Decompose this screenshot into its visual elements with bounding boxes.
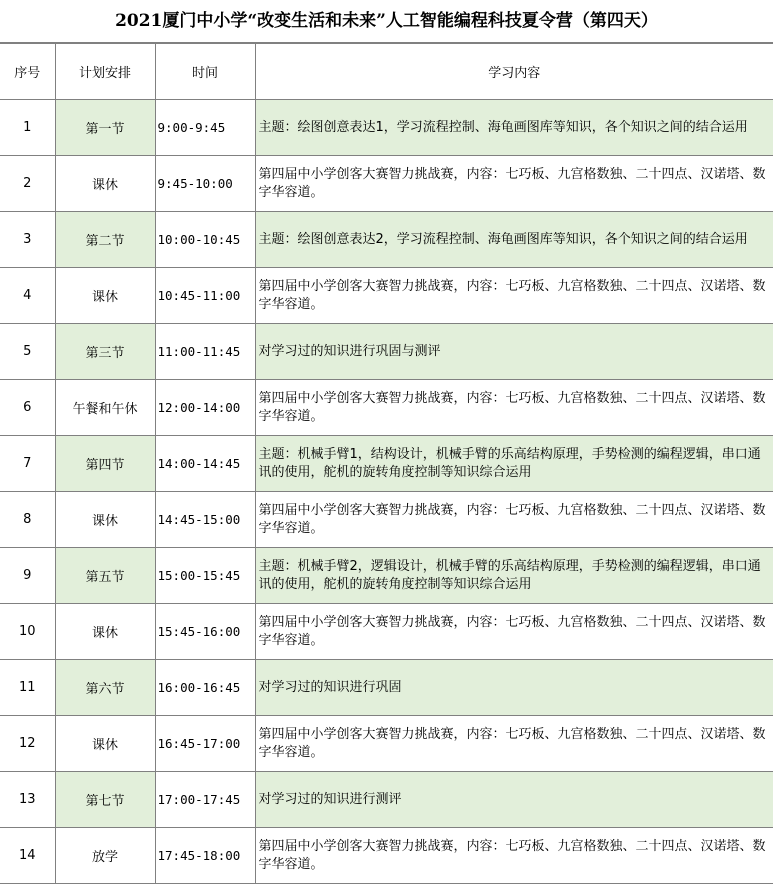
row-plan: 课休 [55, 492, 155, 548]
table-row [0, 772, 773, 828]
row-plan: 第二节 [55, 212, 155, 268]
row-index: 2 [0, 156, 55, 212]
table-row [0, 100, 773, 156]
row-index: 1 [0, 100, 55, 156]
row-time: 15:00-15:45 [155, 548, 255, 604]
row-index: 5 [0, 324, 55, 380]
table-row [0, 212, 773, 268]
table-row [0, 548, 773, 604]
page-title: 2021厦门中小学“改变生活和未来”人工智能编程科技夏令营（第四天） [0, 0, 773, 43]
row-index: 14 [0, 828, 55, 884]
row-index: 3 [0, 212, 55, 268]
row-content: 第四届中小学创客大赛智力挑战赛，内容：七巧板、九宫格数独、二十四点、汉诺塔、数字华容道。 [255, 492, 773, 548]
header-index: 序号 [0, 44, 55, 100]
table-row [0, 828, 773, 884]
row-time: 14:00-14:45 [155, 436, 255, 492]
table-row [0, 492, 773, 548]
row-plan: 第四节 [55, 436, 155, 492]
row-plan: 第七节 [55, 772, 155, 828]
table-row [0, 436, 773, 492]
row-time: 10:45-11:00 [155, 268, 255, 324]
schedule-table [0, 43, 773, 884]
row-time: 17:45-18:00 [155, 828, 255, 884]
row-plan: 第三节 [55, 324, 155, 380]
table-row [0, 324, 773, 380]
row-plan: 第五节 [55, 548, 155, 604]
row-plan: 课休 [55, 156, 155, 212]
row-index: 12 [0, 716, 55, 772]
row-content: 对学习过的知识进行巩固 [255, 660, 773, 716]
row-plan: 放学 [55, 828, 155, 884]
table-row [0, 604, 773, 660]
table-row [0, 268, 773, 324]
row-index: 7 [0, 436, 55, 492]
row-plan: 课休 [55, 604, 155, 660]
row-plan: 第六节 [55, 660, 155, 716]
header-content: 学习内容 [255, 44, 773, 100]
row-plan: 课休 [55, 268, 155, 324]
row-content: 第四届中小学创客大赛智力挑战赛，内容：七巧板、九宫格数独、二十四点、汉诺塔、数字华容道。 [255, 716, 773, 772]
row-content: 对学习过的知识进行巩固与测评 [255, 324, 773, 380]
row-content: 主题：绘图创意表达2，学习流程控制、海龟画图库等知识，各个知识之间的结合运用 [255, 212, 773, 268]
row-time: 12:00-14:00 [155, 380, 255, 436]
row-content: 主题：绘图创意表达1，学习流程控制、海龟画图库等知识，各个知识之间的结合运用 [255, 100, 773, 156]
row-plan: 第一节 [55, 100, 155, 156]
row-content: 第四届中小学创客大赛智力挑战赛，内容：七巧板、九宫格数独、二十四点、汉诺塔、数字华容道。 [255, 604, 773, 660]
row-time: 15:45-16:00 [155, 604, 255, 660]
row-time: 11:00-11:45 [155, 324, 255, 380]
row-index: 11 [0, 660, 55, 716]
row-plan: 午餐和午休 [55, 380, 155, 436]
row-time: 10:00-10:45 [155, 212, 255, 268]
row-time: 14:45-15:00 [155, 492, 255, 548]
row-time: 9:00-9:45 [155, 100, 255, 156]
row-content: 主题：机械手臂1，结构设计，机械手臂的乐高结构原理，手势检测的编程逻辑，串口通讯的使用，舵机的旋转角度控制等知识综合运用 [255, 436, 773, 492]
header-time: 时间 [155, 44, 255, 100]
row-index: 4 [0, 268, 55, 324]
table-row [0, 380, 773, 436]
row-index: 9 [0, 548, 55, 604]
row-content: 第四届中小学创客大赛智力挑战赛，内容：七巧板、九宫格数独、二十四点、汉诺塔、数字华容道。 [255, 380, 773, 436]
row-content: 第四届中小学创客大赛智力挑战赛，内容：七巧板、九宫格数独、二十四点、汉诺塔、数字华容道。 [255, 268, 773, 324]
table-row [0, 156, 773, 212]
table-row [0, 660, 773, 716]
row-time: 9:45-10:00 [155, 156, 255, 212]
row-index: 8 [0, 492, 55, 548]
row-time: 16:45-17:00 [155, 716, 255, 772]
row-content: 对学习过的知识进行测评 [255, 772, 773, 828]
row-time: 17:00-17:45 [155, 772, 255, 828]
row-index: 10 [0, 604, 55, 660]
row-content: 主题：机械手臂2，逻辑设计，机械手臂的乐高结构原理，手势检测的编程逻辑，串口通讯的使用，舵机的旋转角度控制等知识综合运用 [255, 548, 773, 604]
row-content: 第四届中小学创客大赛智力挑战赛，内容：七巧板、九宫格数独、二十四点、汉诺塔、数字华容道。 [255, 828, 773, 884]
table-row [0, 716, 773, 772]
header-plan: 计划安排 [55, 44, 155, 100]
row-time: 16:00-16:45 [155, 660, 255, 716]
row-plan: 课休 [55, 716, 155, 772]
row-index: 6 [0, 380, 55, 436]
row-content: 第四届中小学创客大赛智力挑战赛，内容：七巧板、九宫格数独、二十四点、汉诺塔、数字华容道。 [255, 156, 773, 212]
header-row [0, 44, 773, 100]
row-index: 13 [0, 772, 55, 828]
